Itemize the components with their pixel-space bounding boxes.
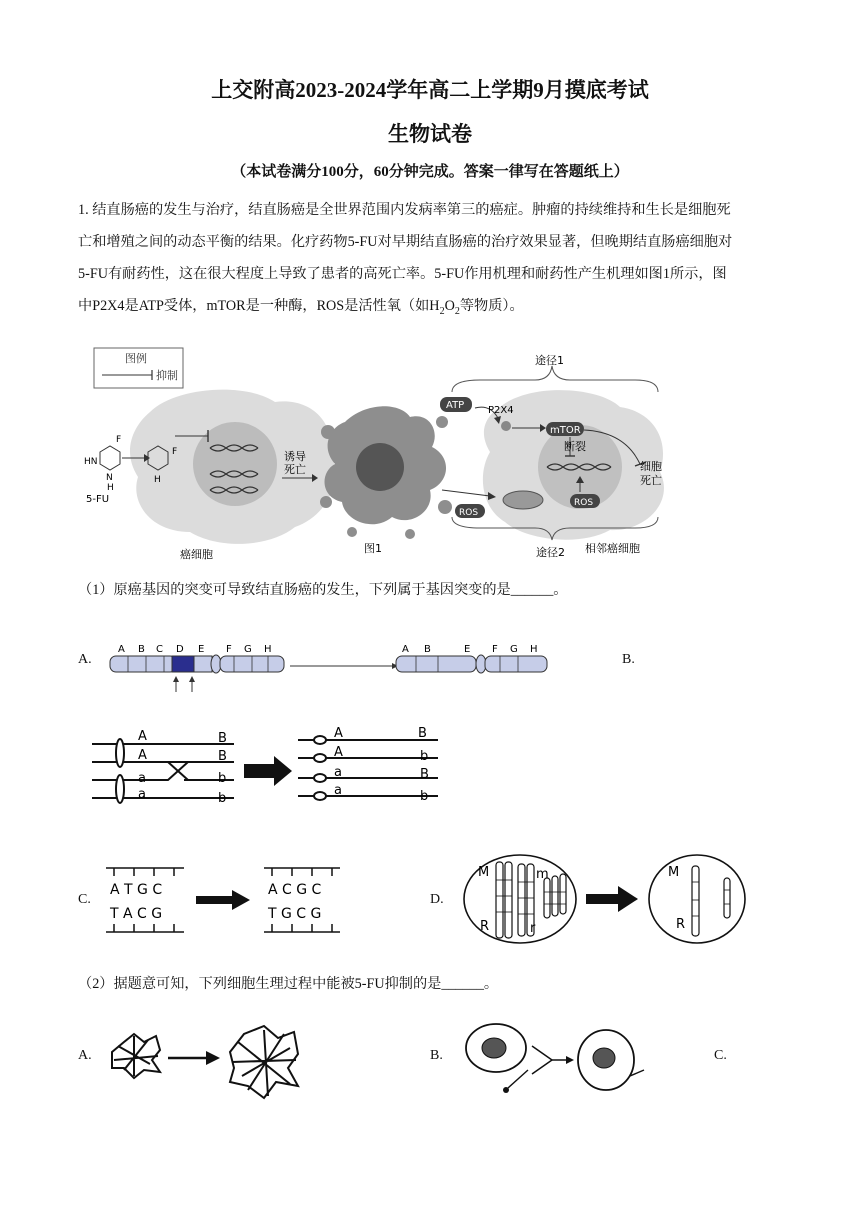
question-1-stem [78, 194, 790, 328]
mitochondrion-icon [503, 491, 543, 509]
svg-text:F: F [116, 435, 122, 445]
p2x4-label: P2X4 [488, 405, 514, 416]
break-label: 断裂 [564, 440, 586, 453]
option-b-figure [88, 726, 448, 810]
path2-label: 途径2 [536, 546, 565, 559]
option-c-figure [104, 862, 344, 938]
allele-before-6: a [138, 787, 146, 802]
svg-text:T G C G: T G C G [268, 906, 322, 922]
svg-text:F: F [172, 447, 178, 457]
allele-after-6: a [334, 783, 342, 798]
cell-death-label: 细胞 [640, 460, 662, 473]
exam-subtitle: 生物试卷 [388, 122, 472, 146]
chromosome-band-before-7: H [264, 644, 272, 655]
svg-text:M: M [668, 865, 680, 880]
chromosome-band-after-2: E [464, 644, 471, 655]
allele-after-3: b [420, 749, 429, 764]
part2-option-a-figure [104, 1012, 314, 1106]
chromosome-band-after-0: A [402, 644, 409, 655]
part2-option-a-label: A. [78, 1048, 92, 1063]
chromosome-band-after-1: B [424, 644, 431, 655]
svg-text:H: H [107, 483, 114, 493]
chromosome-band-before-6: G [244, 644, 252, 655]
chromosome-band-before-0: A [118, 644, 125, 655]
stem-line-4: 中P2X4是ATP受体，mTOR是一种酶，ROS是活性氧（如$H_2O_2$等物质）。 [78, 298, 524, 317]
svg-text:R: R [676, 917, 686, 932]
svg-text:T A C G: T A C G [110, 906, 163, 922]
allele-before-0: A [138, 729, 147, 744]
allele-after-5: B [420, 767, 429, 782]
option-a-figure [106, 636, 556, 700]
allele-after-1: B [418, 726, 427, 741]
svg-text:mTOR: mTOR [550, 425, 581, 436]
induce-label: 诱导 [284, 450, 306, 463]
option-d-figure [460, 852, 750, 946]
allele-before-7: b [218, 791, 227, 806]
allele-before-4: a [138, 771, 146, 786]
arrow-right-icon [244, 756, 292, 786]
chromosome-band-before-2: C [156, 644, 163, 655]
exam-note: （本试卷满分100分，60分钟完成。答案一律写在答题纸上） [231, 164, 629, 180]
cancer-cell-label: 癌细胞 [180, 548, 213, 561]
neighbor-cell-label: 相邻癌细胞 [585, 542, 640, 555]
fu-label: 5-FU [86, 494, 110, 505]
question-1-part-2: （2）据题意可知，下列细胞生理过程中能被5-FU抑制的是______。 [78, 976, 499, 992]
chromosome-band-before-3: D [176, 644, 184, 655]
chromosome-band-before-4: E [198, 644, 205, 655]
p2x4-receptor [501, 421, 511, 431]
option-a-label: A. [78, 652, 92, 667]
arrow-right-icon [206, 1051, 220, 1065]
svg-text:ROS: ROS [459, 508, 479, 518]
svg-text:m: m [536, 867, 549, 882]
allele-after-0: A [334, 726, 343, 741]
path1-label: 途径1 [535, 354, 564, 367]
allele-before-3: B [218, 749, 227, 764]
option-d-label: D. [430, 892, 444, 907]
svg-text:死亡: 死亡 [640, 474, 662, 487]
chromosome-band-after-3: F [492, 644, 498, 655]
stem-line-2: 亡和增殖之间的动态平衡的结果。化疗药物5-FU对早期结直肠癌的治疗效果显著，但晚期结直肠癌细胞对 [78, 234, 733, 250]
svg-text:r: r [530, 921, 536, 936]
path1-bracket [452, 366, 658, 392]
question-1-part-1: （1）原癌基因的突变可导致结直肠癌的发生，下列属于基因突变的是______。 [78, 582, 568, 598]
svg-text:M: M [478, 865, 490, 880]
allele-before-1: B [218, 731, 227, 746]
part2-option-c-label: C. [714, 1048, 727, 1063]
svg-text:ATP: ATP [446, 400, 465, 411]
svg-text:R: R [480, 919, 490, 934]
allele-before-2: A [138, 748, 147, 763]
stem-line-3: 5-FU有耐药性，这在很大程度上导致了患者的高死亡率。5-FU作用机理和耐药性产生机理如图1所示，图 [78, 266, 727, 282]
svg-text:A C G C: A C G C [268, 882, 322, 898]
svg-text:N: N [106, 473, 113, 483]
figure-caption: 图1 [364, 542, 382, 555]
stem-line-1: 1. 结直肠癌的发生与治疗，结直肠癌是全世界范围内发病率第三的癌症。肿瘤的持续维持和生长是细胞死 [78, 202, 731, 218]
part2-option-b-label: B. [430, 1048, 443, 1063]
fu-molecule [100, 446, 120, 470]
svg-text:死亡: 死亡 [284, 463, 306, 476]
chromosome-band-before-5: F [226, 644, 232, 655]
option-b-label: B. [622, 652, 635, 667]
figure-1-mechanism [80, 342, 680, 564]
chromosome-band-after-5: H [530, 644, 538, 655]
legend-inhibit-label: 抑制 [156, 369, 178, 382]
svg-text:A T G C: A T G C [110, 882, 163, 898]
allele-after-2: A [334, 745, 343, 760]
allele-after-4: a [334, 765, 342, 780]
svg-text:H: H [154, 475, 161, 485]
exam-title: 上交附高2023-2024学年高二上学期9月摸底考试 [211, 78, 649, 102]
chromosome-band-after-4: G [510, 644, 518, 655]
arrow-right-icon [196, 890, 250, 910]
legend-title: 图例 [125, 352, 147, 365]
allele-before-5: b [218, 771, 227, 786]
allele-after-7: b [420, 789, 429, 804]
svg-text:ROS: ROS [574, 498, 594, 508]
part2-option-b-figure [460, 1018, 646, 1100]
arrow-right-icon [586, 886, 638, 912]
chromosome-band-before-1: B [138, 644, 145, 655]
svg-text:HN: HN [84, 457, 98, 467]
option-c-label: C. [78, 892, 91, 907]
